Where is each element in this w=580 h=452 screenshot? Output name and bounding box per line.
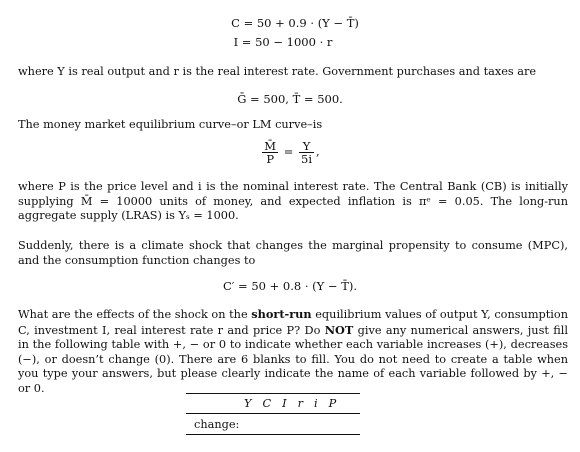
lm-lhs-numerator: M̄ [264, 139, 277, 153]
paragraph-lm-intro: The money market equilibrium curve–or LM curve–is [18, 118, 323, 131]
paragraph-climate-shock: Suddenly, there is a climate shock that changes the marginal propensity to consume (MPC), and the consumption function changes to [18, 239, 568, 267]
lm-rhs-denominator: 5i [301, 152, 313, 166]
table-header-cell: r [297, 397, 303, 410]
lm-comma: , [316, 144, 320, 159]
question-text-b: equilibrium values of output Y, consumption C, investment I, real interest rate r and price P? Do [18, 308, 568, 337]
question-bold-short-run: short-run [251, 307, 312, 321]
table-header-cell: i [314, 397, 318, 410]
table-bottom-rule [186, 434, 360, 435]
consumption-equation: C = 50 + 0.9 · (Y − T̄) [231, 16, 359, 30]
paragraph-variables: where Y is real output and r is the real interest rate. Government purchases and taxes are [18, 65, 537, 78]
table-header-row [186, 394, 360, 413]
table-header-cell: C [262, 397, 272, 410]
lm-rhs-numerator: Y [299, 140, 314, 153]
table-header-cell: Y [244, 397, 252, 410]
lm-equation [230, 140, 350, 165]
paragraph-question [18, 307, 568, 397]
row-label-change: change: [194, 417, 240, 431]
table-header-cell: I [282, 397, 287, 410]
question-text-a: What are the effects of the shock on the [18, 308, 252, 321]
lm-rhs-fraction [299, 140, 314, 165]
paragraph-price-level: where P is the price level and i is the nominal interest rate. The Central Bank (CB) is initially supplying M̄ = 10000 units of money, and expected inflation is πᵉ = 0.05. The long-run aggregate supply (LRAS) is Yₛ = 1000. [18, 180, 568, 223]
investment-equation: I = 50 − 1000 · r [233, 35, 333, 49]
lm-equals: = [283, 144, 294, 159]
answer-table [186, 393, 360, 435]
table-header-cell: P [328, 397, 337, 410]
lm-lhs-fraction [262, 140, 278, 165]
new-consumption-equation: C′ = 50 + 0.8 · (Y − T̄). [222, 279, 358, 293]
government-taxes-equation: Ḡ = 500, T̄ = 500. [237, 92, 343, 106]
table-row [186, 414, 360, 434]
lm-lhs-denominator: P [266, 152, 275, 166]
question-text-c: give any numerical answers, just fill in the following table with +, − or 0 to indicate whether each variable increases (+), decreases (−), or doesn’t change (0). There are 6 blanks to fill. You do not need to create a table when you type your answers, but please clearly indicate the name of each variable followed by +, − or 0. [18, 323, 568, 395]
question-bold-not: NOT [324, 322, 354, 337]
